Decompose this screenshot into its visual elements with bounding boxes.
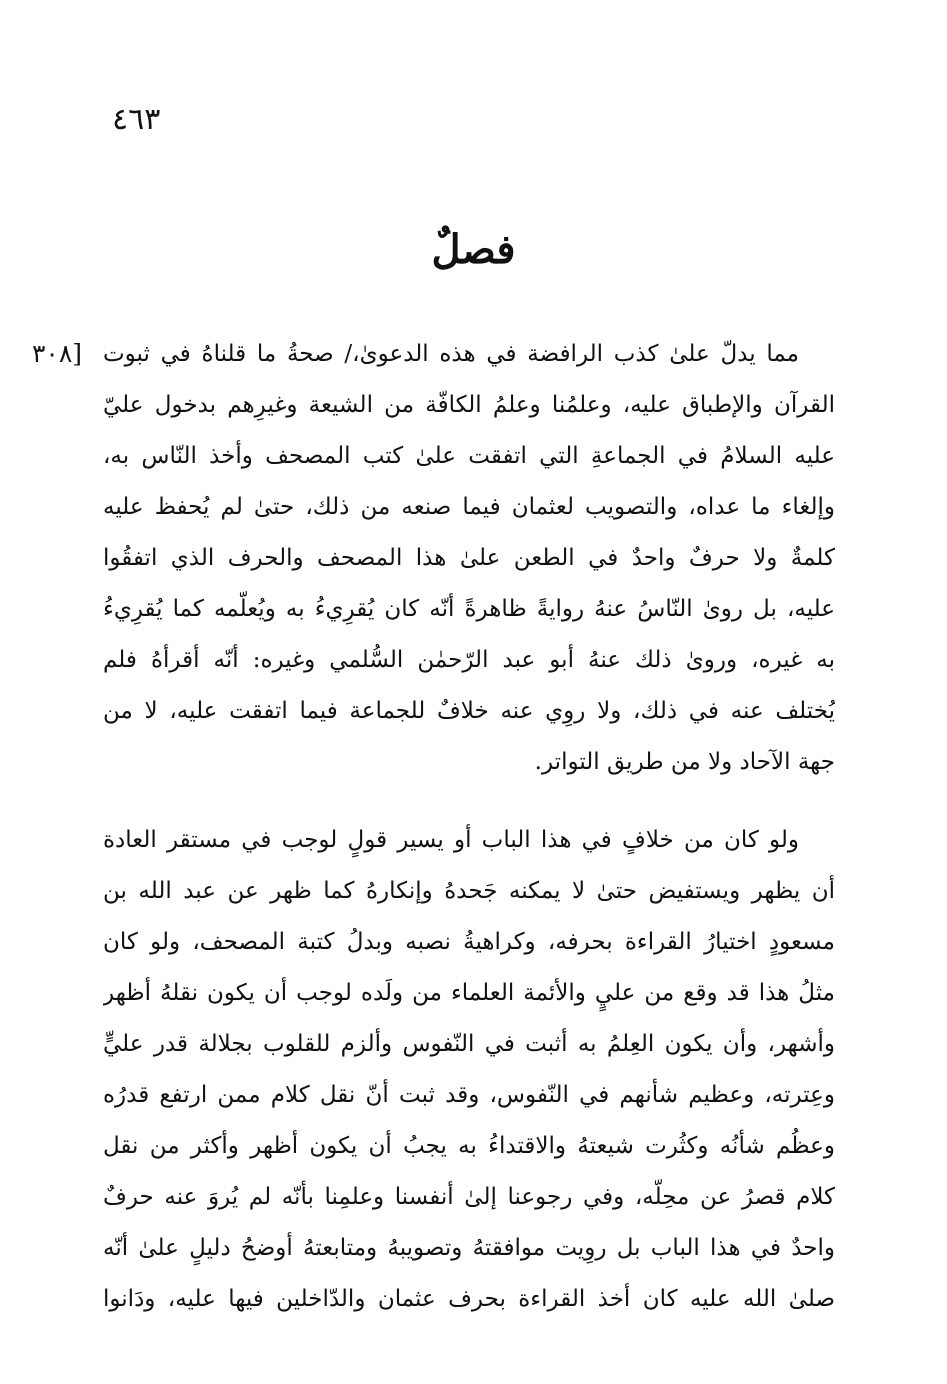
- page-number: ٤٦٣: [112, 102, 161, 137]
- text-line: أن يظهر ويستفيض حتىٰ لا يمكنه جَحدهُ وإنكارهُ كما ظهر عن عبد الله بن: [103, 878, 835, 904]
- text-line: به غيره، وروىٰ ذلك عنهُ أبو عبد الرّحمٰن السُّلمي وغيره: أنّه أقرأهُ فلم: [103, 647, 835, 673]
- text-line: عليه، بل روىٰ النّاسُ عنهُ روايةً ظاهرةً أنّه كان يُقرِيءُ به ويُعلّمه كما يُقرِيءُ: [103, 596, 835, 622]
- text-line: كلام قصرُ عن محِلّه، وفي رجوعنا إلىٰ أنفسنا وعلمِنا بأنّه لم يُروَ عنه حرفٌ: [103, 1184, 835, 1210]
- text-line: ولو كان من خلافٍ في هذا الباب أو يسير قولٍ لوجب في مستقر العادة: [103, 827, 799, 853]
- text-line: وعظُم شأنُه وكثُرت شيعتهُ والاقتداءُ به يجبُ أن يكون أظهر وأكثر من نقل: [103, 1133, 835, 1159]
- section-title: فصلٌ: [431, 226, 516, 273]
- body-text: [103, 334, 835, 1330]
- paragraph: [103, 334, 835, 793]
- text-line: جهة الآحاد ولا من طريق التواتر.: [534, 749, 835, 775]
- paragraph: [103, 820, 835, 1330]
- text-line: مما يدلّ علىٰ كذب الرافضة في هذه الدعوىٰ،/ صحةُ ما قلناهُ في ثبوت: [103, 341, 799, 367]
- text-line: صلىٰ الله عليه كان أخذ القراءة بحرف عثمان والدّاخلين فيها عليه، ودَانوا: [103, 1286, 835, 1312]
- text-line: القرآن والإطباق عليه، وعلمُنا وعلمُ الكافّة من الشيعة وغيرِهم بدخول عليّ: [103, 392, 835, 418]
- text-line: يُختلف عنه في ذلك، ولا روِي عنه خلافٌ للجماعة فيما اتفقت عليه، لا من: [103, 698, 835, 724]
- margin-reference: [٣٠٨: [32, 339, 83, 368]
- text-line: واحدٌ في هذا الباب بل روِيت موافقتهُ وتصويبهُ ومتابعتهُ أوضحُ دليلٍ علىٰ أنّه: [103, 1235, 835, 1261]
- text-line: وإلغاء ما عداه، والتصويب لعثمان فيما صنعه من ذلك، حتىٰ لم يُحفظ عليه: [103, 494, 835, 520]
- text-line: وعِترته، وعظيم شأنهم في النّفوس، وقد ثبت أنّ نقل كلام ممن ارتفع قدرُه: [103, 1082, 835, 1108]
- text-line: كلمةٌ ولا حرفٌ واحدٌ في الطعن علىٰ هذا المصحف والحرف الذي اتفقُوا: [103, 545, 835, 571]
- text-line: عليه السلامُ في الجماعةِ التي اتفقت علىٰ كتب المصحف وأخذ النّاس به،: [103, 443, 835, 469]
- text-line: مثلُ هذا قد وقع من عليٍ والأئمة العلماء من ولَده لوجب أن يكون نقلهُ أظهر: [103, 980, 835, 1006]
- text-line: مسعودٍ اختيارُ القراءة بحرفه، وكراهيةُ نصبه وبدلُ كتبة المصحف، ولو كان: [103, 929, 835, 955]
- text-line: وأشهر، وأن يكون العِلمُ به أثبت في النّفوس وألزم للقلوب بجلالة قدر عليٍّ: [103, 1031, 835, 1057]
